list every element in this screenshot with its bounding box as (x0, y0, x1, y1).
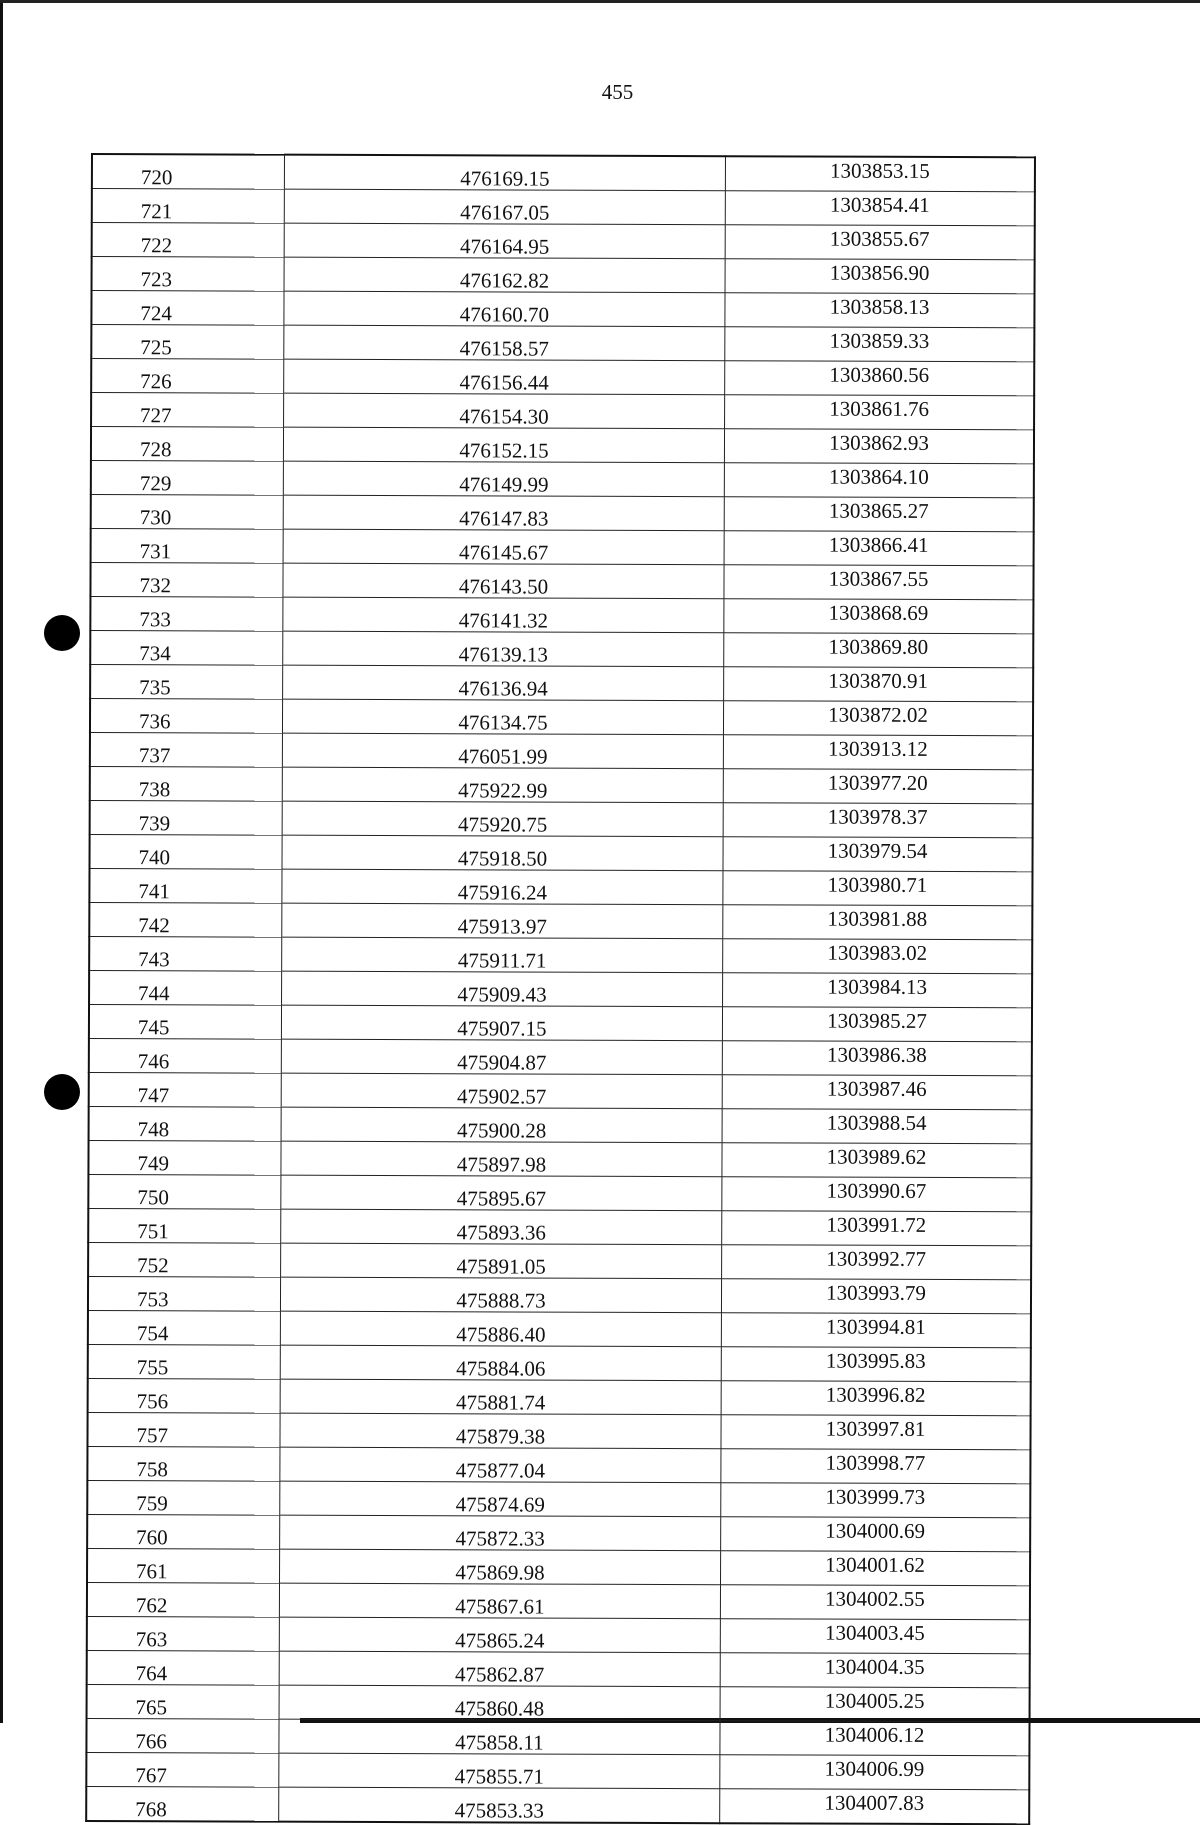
x-coordinate-cell: 476134.75 (282, 699, 723, 735)
x-coordinate-cell: 476154.30 (284, 393, 725, 429)
x-coordinate-cell: 476143.50 (283, 563, 724, 599)
y-coordinate-cell: 1303981.88 (723, 905, 1033, 940)
point-number-cell: 722 (92, 223, 285, 258)
y-coordinate-cell: 1303992.77 (722, 1245, 1032, 1280)
y-coordinate-cell: 1304006.12 (720, 1721, 1030, 1756)
x-coordinate-cell: 476147.83 (283, 495, 724, 531)
table-row (90, 732, 1033, 769)
x-coordinate-cell: 476167.05 (284, 189, 725, 225)
x-coordinate-cell: 475855.71 (279, 1753, 720, 1789)
table-row (90, 597, 1033, 634)
table-row (88, 1140, 1031, 1177)
y-coordinate-cell: 1303872.02 (723, 701, 1033, 736)
y-coordinate-cell: 1303977.20 (723, 769, 1033, 804)
y-coordinate-cell: 1303998.77 (721, 1449, 1031, 1484)
y-coordinate-cell: 1303865.27 (724, 497, 1034, 532)
point-number-cell: 745 (89, 1004, 282, 1039)
y-coordinate-cell: 1303862.93 (724, 429, 1034, 464)
point-number-cell: 731 (91, 529, 284, 564)
table-row (89, 902, 1032, 939)
x-coordinate-cell: 475884.06 (280, 1345, 721, 1381)
table-row (89, 1004, 1032, 1041)
table-row (91, 325, 1034, 362)
point-number-cell: 756 (88, 1378, 281, 1413)
punch-hole-icon (44, 615, 80, 651)
y-coordinate-cell: 1303855.67 (725, 225, 1035, 260)
y-coordinate-cell: 1303867.55 (724, 565, 1034, 600)
x-coordinate-cell: 475909.43 (282, 971, 723, 1007)
point-number-cell: 733 (90, 597, 283, 632)
x-coordinate-cell: 475853.33 (279, 1787, 720, 1823)
point-number-cell: 736 (90, 699, 283, 734)
point-number-cell: 739 (90, 800, 283, 835)
y-coordinate-cell: 1303861.76 (725, 395, 1035, 430)
y-coordinate-cell: 1303985.27 (722, 1007, 1032, 1042)
x-coordinate-cell: 475865.24 (279, 1617, 720, 1653)
table-row (87, 1412, 1030, 1449)
y-coordinate-cell: 1303986.38 (722, 1041, 1032, 1076)
point-number-cell: 750 (88, 1174, 281, 1209)
point-number-cell: 754 (88, 1310, 281, 1345)
point-number-cell: 753 (88, 1276, 281, 1311)
y-coordinate-cell: 1303988.54 (722, 1109, 1032, 1144)
y-coordinate-cell: 1303869.80 (724, 633, 1034, 668)
y-coordinate-cell: 1304007.83 (720, 1789, 1030, 1825)
point-number-cell: 768 (86, 1786, 279, 1821)
x-coordinate-cell: 476158.57 (284, 325, 725, 361)
table-row (91, 495, 1034, 532)
point-number-cell: 726 (91, 359, 284, 394)
y-coordinate-cell: 1303913.12 (723, 735, 1033, 770)
table-row (89, 970, 1032, 1007)
x-coordinate-cell: 475881.74 (280, 1379, 721, 1415)
point-number-cell: 734 (90, 631, 283, 666)
y-coordinate-cell: 1304004.35 (720, 1653, 1030, 1688)
point-number-cell: 721 (92, 189, 285, 224)
point-number-cell: 762 (87, 1582, 280, 1617)
table-row (88, 1378, 1031, 1415)
table-row (86, 1786, 1029, 1824)
x-coordinate-cell: 476152.15 (283, 427, 724, 463)
y-coordinate-cell: 1304001.62 (721, 1551, 1031, 1586)
y-coordinate-cell: 1303978.37 (723, 803, 1033, 838)
table-row (88, 1208, 1031, 1245)
table-row (90, 699, 1033, 736)
x-coordinate-cell: 475918.50 (282, 835, 723, 871)
point-number-cell: 758 (87, 1446, 280, 1481)
y-coordinate-cell: 1304005.25 (720, 1687, 1030, 1722)
table-row (86, 1718, 1029, 1755)
point-number-cell: 732 (90, 563, 283, 598)
x-coordinate-cell: 476169.15 (284, 155, 725, 191)
point-number-cell: 761 (87, 1548, 280, 1583)
table-row (90, 834, 1033, 871)
x-coordinate-cell: 475872.33 (280, 1515, 721, 1551)
point-number-cell: 767 (86, 1752, 279, 1787)
y-coordinate-cell: 1303853.15 (725, 156, 1035, 192)
point-number-cell: 735 (90, 665, 283, 700)
coordinates-table (85, 153, 1036, 1825)
table-row (89, 1072, 1032, 1109)
table-row (92, 257, 1035, 294)
x-coordinate-cell: 475874.69 (280, 1481, 721, 1517)
table-row (88, 1242, 1031, 1279)
x-coordinate-cell: 476145.67 (283, 529, 724, 565)
point-number-cell: 724 (91, 291, 284, 326)
table-row (90, 631, 1033, 668)
table-row (91, 359, 1034, 396)
y-coordinate-cell: 1303979.54 (723, 837, 1033, 872)
x-coordinate-cell: 475902.57 (281, 1073, 722, 1109)
x-coordinate-cell: 475886.40 (280, 1311, 721, 1347)
y-coordinate-cell: 1303991.72 (722, 1211, 1032, 1246)
x-coordinate-cell: 475922.99 (282, 767, 723, 803)
x-coordinate-cell: 475888.73 (280, 1277, 721, 1313)
table-row (91, 461, 1034, 498)
table-row (91, 291, 1034, 328)
x-coordinate-cell: 475904.87 (281, 1039, 722, 1075)
y-coordinate-cell: 1303858.13 (725, 293, 1035, 328)
x-coordinate-cell: 475920.75 (282, 801, 723, 837)
y-coordinate-cell: 1304006.99 (720, 1755, 1030, 1790)
point-number-cell: 763 (87, 1616, 280, 1651)
table-row (91, 529, 1034, 566)
x-coordinate-cell: 476139.13 (283, 631, 724, 667)
y-coordinate-cell: 1303995.83 (721, 1347, 1031, 1382)
point-number-cell: 759 (87, 1480, 280, 1515)
point-number-cell: 740 (90, 834, 283, 869)
table-row (88, 1310, 1031, 1347)
point-number-cell: 730 (91, 495, 284, 530)
table-row (87, 1582, 1030, 1619)
point-number-cell: 748 (89, 1106, 282, 1141)
y-coordinate-cell: 1303870.91 (724, 667, 1034, 702)
point-number-cell: 755 (88, 1344, 281, 1379)
y-coordinate-cell: 1303989.62 (722, 1143, 1032, 1178)
table-row (89, 1106, 1032, 1143)
point-number-cell: 729 (91, 461, 284, 496)
table-row (87, 1446, 1030, 1483)
table-row (89, 936, 1032, 973)
y-coordinate-cell: 1303864.10 (724, 463, 1034, 498)
point-number-cell: 757 (87, 1412, 280, 1447)
point-number-cell: 764 (87, 1650, 280, 1685)
x-coordinate-cell: 475860.48 (279, 1685, 720, 1721)
table-row (91, 427, 1034, 464)
coordinates-table-body (86, 154, 1035, 1824)
x-coordinate-cell: 475867.61 (279, 1583, 720, 1619)
table-row (90, 563, 1033, 600)
x-coordinate-cell: 475895.67 (281, 1175, 722, 1211)
x-coordinate-cell: 475891.05 (281, 1243, 722, 1279)
y-coordinate-cell: 1303987.46 (722, 1075, 1032, 1110)
x-coordinate-cell: 475897.98 (281, 1141, 722, 1177)
table-row (90, 766, 1033, 803)
x-coordinate-cell: 475858.11 (279, 1719, 720, 1755)
x-coordinate-cell: 476156.44 (284, 359, 725, 395)
y-coordinate-cell: 1303983.02 (723, 939, 1033, 974)
point-number-cell: 749 (88, 1140, 281, 1175)
x-coordinate-cell: 475911.71 (282, 937, 723, 973)
scan-frame-left-edge (0, 0, 3, 1723)
point-number-cell: 720 (92, 154, 285, 189)
x-coordinate-cell: 475916.24 (282, 869, 723, 905)
x-coordinate-cell: 475879.38 (280, 1413, 721, 1449)
y-coordinate-cell: 1304002.55 (720, 1585, 1030, 1620)
table-row (87, 1514, 1030, 1551)
table-row (87, 1548, 1030, 1585)
x-coordinate-cell: 476141.32 (283, 597, 724, 633)
point-number-cell: 766 (86, 1718, 279, 1753)
y-coordinate-cell: 1304000.69 (721, 1517, 1031, 1552)
x-coordinate-cell: 476051.99 (282, 733, 723, 769)
table-row (90, 800, 1033, 837)
x-coordinate-cell: 476164.95 (284, 223, 725, 259)
point-number-cell: 741 (89, 868, 282, 903)
x-coordinate-cell: 475877.04 (280, 1447, 721, 1483)
point-number-cell: 747 (89, 1072, 282, 1107)
point-number-cell: 728 (91, 427, 284, 462)
point-number-cell: 725 (91, 325, 284, 360)
point-number-cell: 742 (89, 902, 282, 937)
x-coordinate-cell: 475862.87 (279, 1651, 720, 1687)
page-number: 455 (601, 80, 634, 104)
table-row (91, 393, 1034, 430)
scan-frame-top-edge (0, 0, 1200, 3)
y-coordinate-cell: 1303854.41 (725, 191, 1035, 226)
y-coordinate-cell: 1303990.67 (722, 1177, 1032, 1212)
point-number-cell: 738 (90, 766, 283, 801)
table-row (88, 1276, 1031, 1313)
y-coordinate-cell: 1303984.13 (723, 973, 1033, 1008)
y-coordinate-cell: 1303860.56 (725, 361, 1035, 396)
table-row (87, 1684, 1030, 1721)
point-number-cell: 743 (89, 936, 282, 971)
x-coordinate-cell: 476136.94 (283, 665, 724, 701)
x-coordinate-cell: 476162.82 (284, 257, 725, 293)
table-row (87, 1616, 1030, 1653)
table-row (92, 154, 1035, 192)
y-coordinate-cell: 1303994.81 (721, 1313, 1031, 1348)
y-coordinate-cell: 1303856.90 (725, 259, 1035, 294)
table-row (92, 189, 1035, 226)
table-row (89, 1038, 1032, 1075)
point-number-cell: 765 (87, 1684, 280, 1719)
x-coordinate-cell: 475907.15 (281, 1005, 722, 1041)
y-coordinate-cell: 1303999.73 (721, 1483, 1031, 1518)
point-number-cell: 752 (88, 1242, 281, 1277)
table-row (89, 868, 1032, 905)
y-coordinate-cell: 1303997.81 (721, 1415, 1031, 1450)
point-number-cell: 751 (88, 1208, 281, 1243)
punch-hole-icon (44, 1074, 80, 1110)
x-coordinate-cell: 475913.97 (282, 903, 723, 939)
table-row (88, 1344, 1031, 1381)
point-number-cell: 744 (89, 970, 282, 1005)
y-coordinate-cell: 1303980.71 (723, 871, 1033, 906)
point-number-cell: 737 (90, 732, 283, 767)
x-coordinate-cell: 476160.70 (284, 291, 725, 327)
x-coordinate-cell: 475893.36 (281, 1209, 722, 1245)
table-row (88, 1174, 1031, 1211)
x-coordinate-cell: 475869.98 (280, 1549, 721, 1585)
table-row (87, 1650, 1030, 1687)
point-number-cell: 746 (89, 1038, 282, 1073)
point-number-cell: 760 (87, 1514, 280, 1549)
point-number-cell: 727 (91, 393, 284, 428)
x-coordinate-cell: 475900.28 (281, 1107, 722, 1143)
y-coordinate-cell: 1303993.79 (721, 1279, 1031, 1314)
table-row (87, 1480, 1030, 1517)
x-coordinate-cell: 476149.99 (283, 461, 724, 497)
point-number-cell: 723 (92, 257, 285, 292)
table-row (90, 665, 1033, 702)
table-row (86, 1752, 1029, 1789)
y-coordinate-cell: 1303866.41 (724, 531, 1034, 566)
y-coordinate-cell: 1303868.69 (724, 599, 1034, 634)
table-row (92, 223, 1035, 260)
y-coordinate-cell: 1303996.82 (721, 1381, 1031, 1416)
y-coordinate-cell: 1303859.33 (725, 327, 1035, 362)
y-coordinate-cell: 1304003.45 (720, 1619, 1030, 1654)
